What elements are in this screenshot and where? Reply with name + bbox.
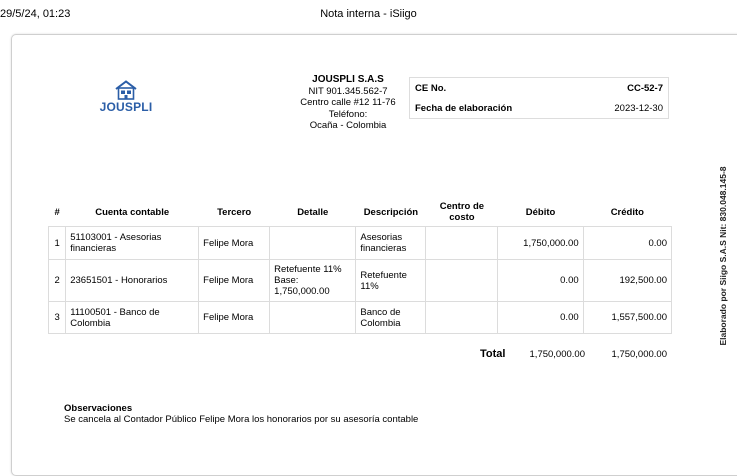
row-credito: 1,557,500.00 [583, 302, 671, 334]
ce-label: CE No. [415, 82, 447, 94]
row-debito: 0.00 [498, 260, 583, 302]
company-address: Centro calle #12 11-76 [300, 97, 396, 108]
row-cuenta: 11100501 - Banco de Colombia [66, 302, 199, 334]
row-num: 2 [49, 260, 66, 302]
row-detalle [270, 227, 356, 260]
ce-value: CC-52-7 [627, 82, 663, 94]
observations-title: Observaciones [64, 403, 133, 414]
company-logo [96, 80, 156, 114]
row-detalle: Retefuente 11% Base: 1,750,000.00 [270, 260, 356, 302]
row-tercero: Felipe Mora [199, 227, 270, 260]
company-name: JOUSPLI S.A.S [312, 74, 384, 85]
row-debito: 1,750,000.00 [498, 227, 583, 260]
date-label: Fecha de elaboración [415, 102, 513, 114]
row-centro [426, 227, 498, 260]
company-nit: NIT 901.345.562-7 [308, 85, 388, 97]
date-value: 2023-12-30 [614, 102, 663, 114]
company-phone: Teléfono: [328, 108, 368, 120]
header-debito: Débito [525, 206, 556, 218]
header-detalle: Detalle [297, 206, 329, 218]
entries-table [48, 198, 672, 334]
row-detalle [270, 302, 356, 334]
voucher-box [409, 77, 669, 119]
header-credito: Crédito [610, 206, 644, 218]
header-cuenta: Cuenta contable [95, 206, 170, 218]
table-row [49, 302, 672, 334]
side-note: Elaborado por Siigo S.A.S Nit: 830.048.145-8 [718, 166, 728, 346]
total-credito: 1,750,000.00 [611, 349, 667, 360]
row-descripcion: Asesorias financieras [356, 227, 426, 260]
row-num: 3 [49, 302, 66, 334]
row-cuenta: 51103001 - Asesorias financieras [66, 227, 199, 260]
row-centro [426, 260, 498, 302]
header-centro: Centro de costo [439, 201, 485, 223]
header-tercero: Tercero [217, 206, 252, 218]
row-credito: 192,500.00 [583, 260, 671, 302]
row-num: 1 [49, 227, 66, 260]
house-icon [114, 80, 138, 100]
logo-text: JOUSPLI [99, 100, 153, 114]
table-header [49, 198, 672, 227]
print-title: Nota interna - iSiigo [320, 8, 417, 20]
company-info [288, 74, 408, 132]
total-debito: 1,750,000.00 [529, 349, 585, 360]
row-cuenta: 23651501 - Honorarios [66, 260, 199, 302]
row-credito: 0.00 [583, 227, 671, 260]
company-city: Ocaña - Colombia [309, 120, 387, 131]
row-descripcion: Retefuente 11% [356, 260, 426, 302]
row-debito: 0.00 [498, 302, 583, 334]
row-tercero: Felipe Mora [199, 260, 270, 302]
row-centro [426, 302, 498, 334]
total-label: Total [480, 348, 506, 360]
print-date: 29/5/24, 01:23 [0, 8, 71, 20]
table-row [49, 260, 672, 302]
row-tercero: Felipe Mora [199, 302, 270, 334]
observations-text: Se cancela al Contador Público Felipe Mora los honorarios por su asesoría contable [64, 414, 419, 425]
header-num: # [54, 206, 60, 218]
header-descripcion: Descripción [363, 206, 419, 218]
observations [64, 403, 418, 425]
table-row [49, 227, 672, 260]
row-descripcion: Banco de Colombia [356, 302, 426, 334]
